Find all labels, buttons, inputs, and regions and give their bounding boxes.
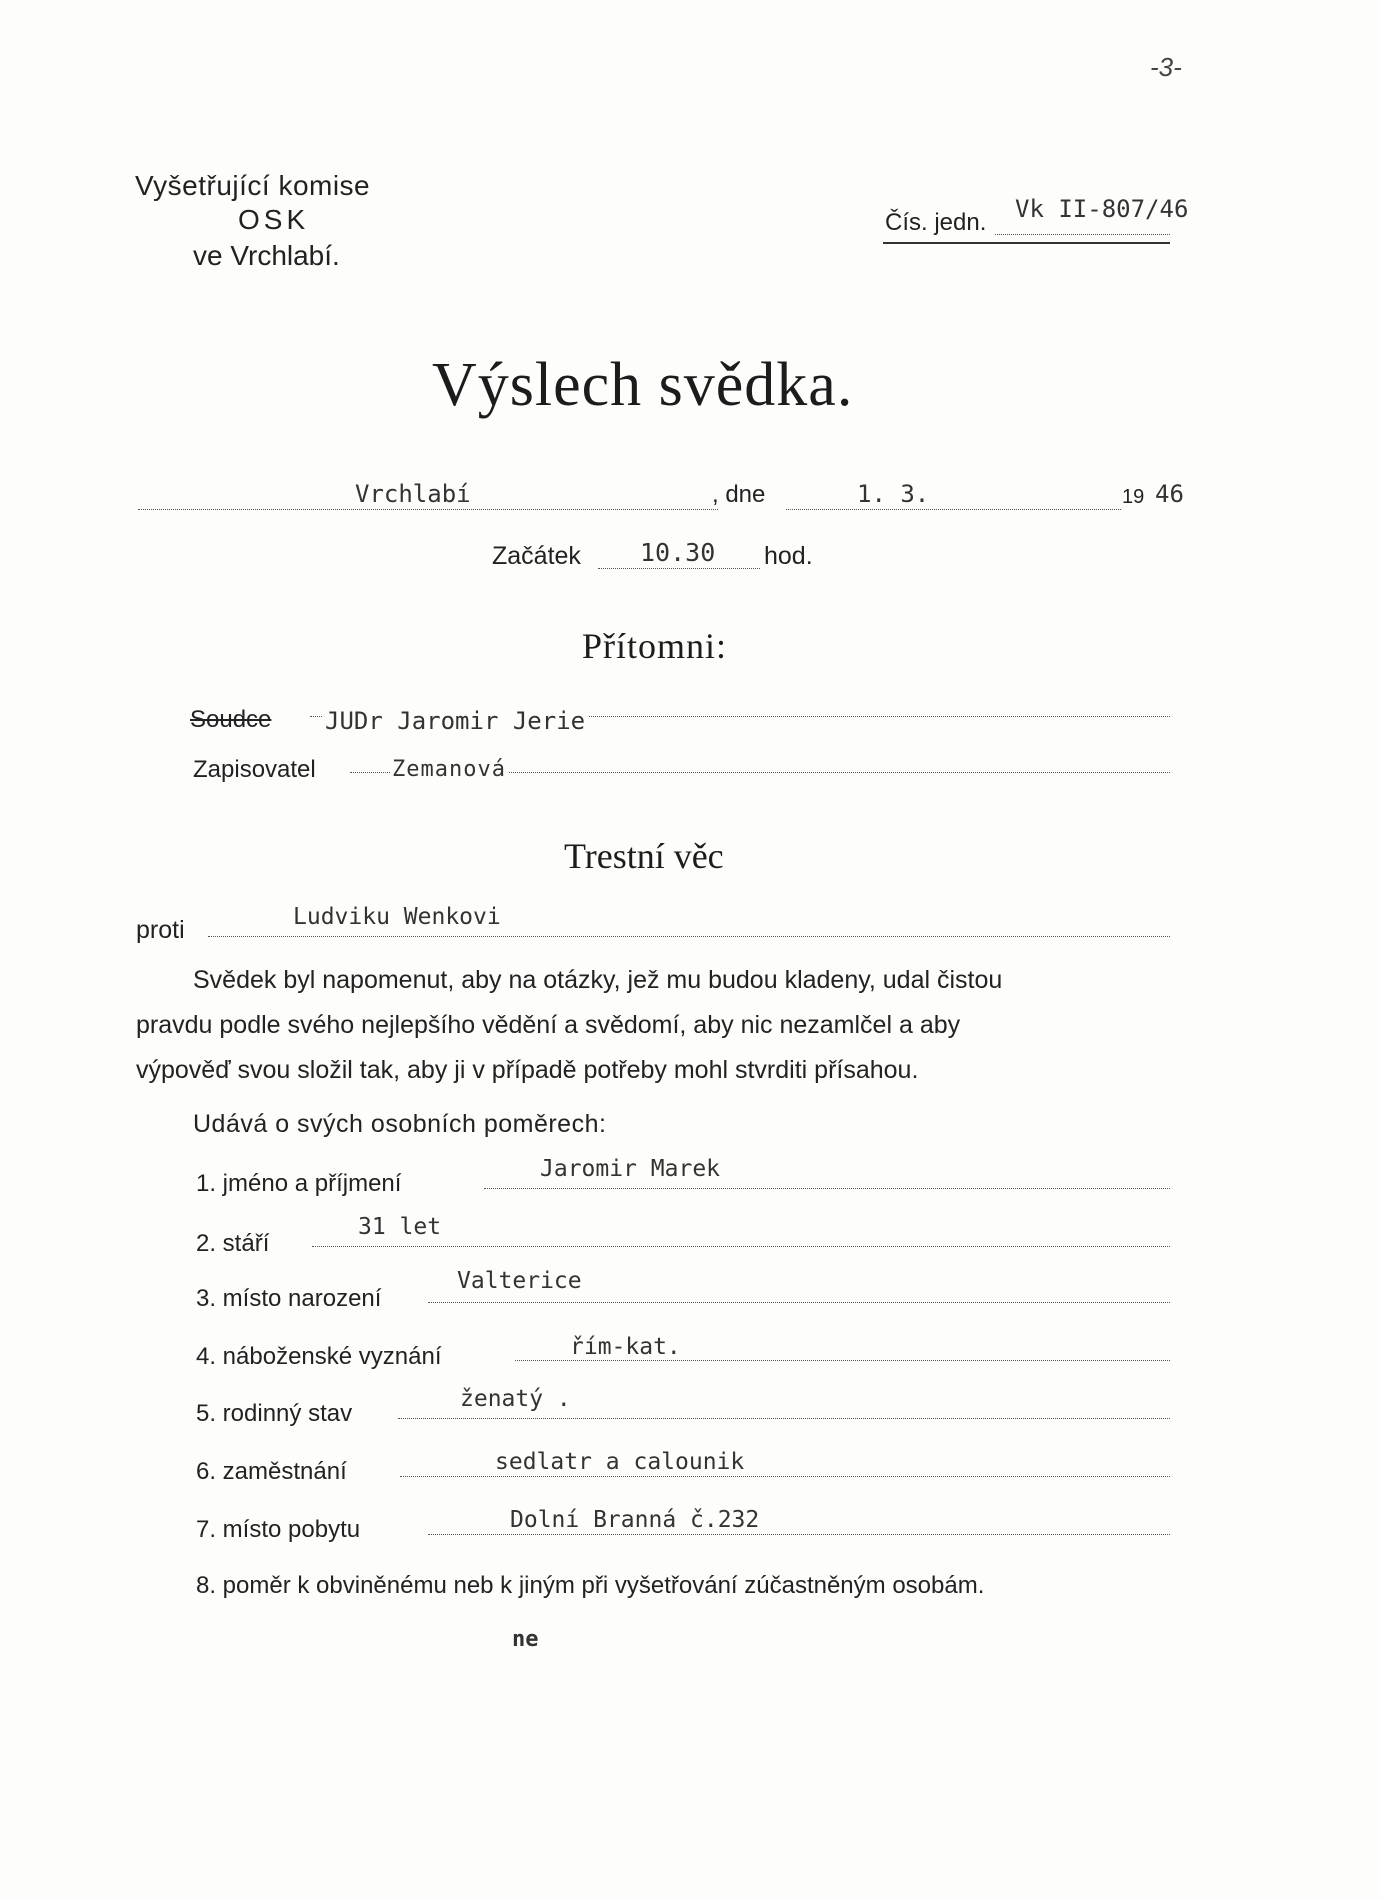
- start-label: Začátek: [492, 542, 581, 570]
- item-2-dotted-line: [312, 1246, 1170, 1247]
- office-line-2: OSK: [238, 204, 310, 235]
- item-6-value: sedlatr a calounik: [495, 1449, 745, 1475]
- office-line-1: Vyšetřující komise: [135, 170, 371, 201]
- judge-value: JUDr Jaromir Jerie: [322, 707, 588, 735]
- ref-value: Vk II-807/46: [1015, 195, 1189, 223]
- start-value: 10.30: [640, 538, 716, 567]
- personal-heading: Udává o svých osobních poměrech:: [193, 1110, 607, 1138]
- start-unit: hod.: [764, 542, 813, 570]
- case-heading: Trestní věc: [564, 836, 724, 876]
- place-dotted-line: [138, 509, 718, 510]
- item-2-label: 2. stáří: [196, 1230, 270, 1257]
- date-value: 1. 3.: [857, 480, 930, 508]
- item-3-label: 3. místo narození: [196, 1285, 382, 1312]
- against-dotted-line: [208, 936, 1170, 937]
- ref-underline: [883, 242, 1170, 244]
- judge-label: Soudce: [190, 706, 272, 733]
- item-2-value: 31 let: [358, 1214, 442, 1240]
- item-5-label: 5. rodinný stav: [196, 1400, 353, 1427]
- recorder-value: Zemanová: [392, 757, 506, 782]
- recorder-label: Zapisovatel: [193, 756, 316, 783]
- year-value: 46: [1155, 480, 1184, 508]
- item-4-label: 4. náboženské vyznání: [196, 1343, 442, 1370]
- item-6-label: 6. zaměstnání: [196, 1458, 347, 1485]
- item-1-dotted-line: [484, 1188, 1170, 1189]
- item-5-value: ženatý .: [460, 1386, 571, 1412]
- item-5-dotted-line: [398, 1418, 1170, 1419]
- present-heading: Přítomni:: [582, 626, 728, 666]
- item-7-dotted-line: [428, 1534, 1170, 1535]
- against-label: proti: [136, 916, 185, 944]
- item-7-value: Dolní Branná č.232: [510, 1507, 760, 1533]
- ref-label: Čís. jedn.: [885, 209, 987, 236]
- page-number: -3-: [1150, 52, 1182, 82]
- office-line-3: ve Vrchlabí.: [193, 240, 340, 271]
- item-4-dotted-line: [515, 1360, 1170, 1361]
- item-4-value: řím-kat.: [570, 1334, 681, 1360]
- admonition-line-3: výpověď svou složil tak, aby ji v případě potřeby mohl stvrditi přísahou.: [136, 1056, 919, 1084]
- date-label: , dne: [712, 481, 766, 508]
- item-1-value: Jaromir Marek: [540, 1156, 721, 1182]
- start-dotted-line: [598, 568, 760, 569]
- year-prefix: 19: [1122, 486, 1145, 508]
- item-6-dotted-line: [400, 1476, 1170, 1477]
- item-7-label: 7. místo pobytu: [196, 1516, 361, 1543]
- date-dotted-line: [786, 509, 1121, 510]
- against-value: Ludviku Wenkovi: [290, 904, 504, 930]
- item-3-dotted-line: [428, 1302, 1170, 1303]
- ref-dotted-line: [995, 234, 1170, 235]
- admonition-line-1: Svědek byl napomenut, aby na otázky, jež mu budou kladeny, udal čistou: [193, 966, 1003, 994]
- item-3-value: Valterice: [457, 1268, 582, 1294]
- place-value: Vrchlabí: [355, 480, 471, 508]
- document-title: Výslech svědka.: [432, 351, 854, 419]
- item-8-value: ne: [512, 1627, 539, 1652]
- item-8-label: 8. poměr k obviněnému neb k jiným při vyšetřování zúčastněným osobám.: [196, 1572, 985, 1599]
- admonition-line-2: pravdu podle svého nejlepšího vědění a svědomí, aby nic nezamlčel a aby: [136, 1011, 961, 1039]
- item-1-label: 1. jméno a příjmení: [196, 1170, 402, 1197]
